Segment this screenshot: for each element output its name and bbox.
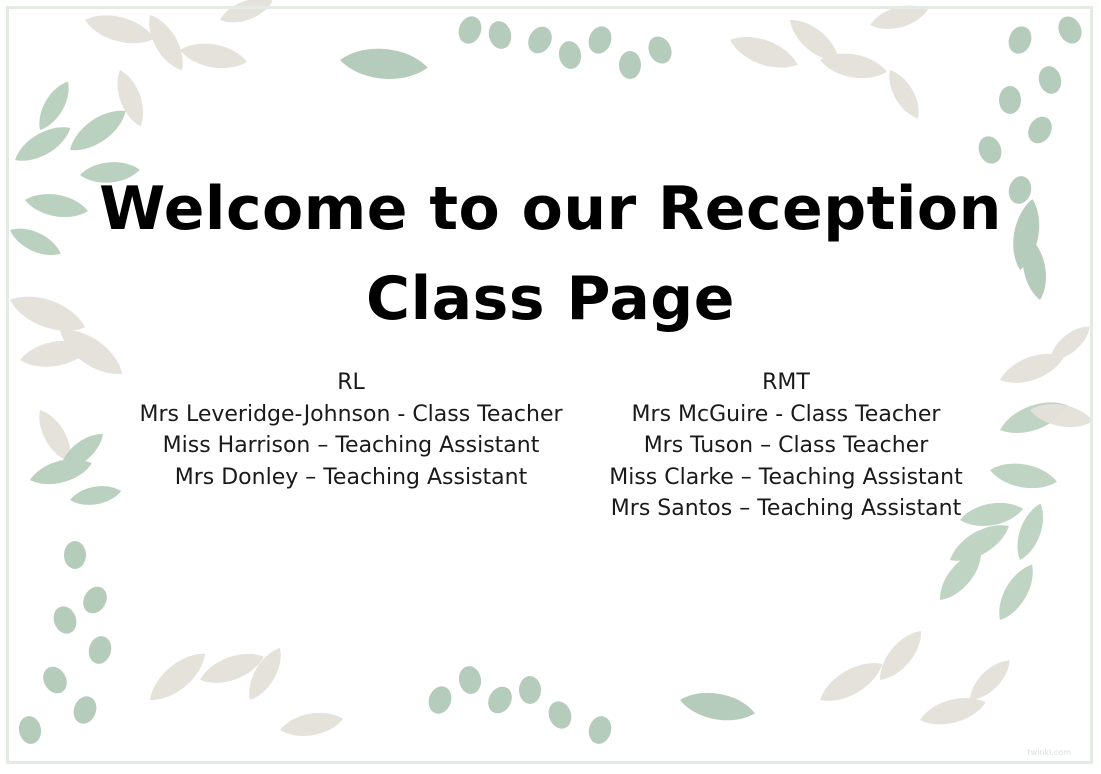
class-rmt-staff-list: [570, 367, 1002, 525]
staff-member: Mrs McGuire - Class Teacher: [631, 401, 941, 427]
class-name-rl: RL: [337, 370, 365, 395]
class-name-rmt: RMT: [762, 370, 810, 395]
page-title-line-2: Class Page: [366, 264, 735, 334]
page-title-line-1: Welcome to our Reception: [99, 174, 1002, 244]
staff-member: Miss Harrison – Teaching Assistant: [162, 433, 540, 458]
page-title: [0, 164, 1101, 344]
staff-member: Mrs Tuson – Class Teacher: [643, 433, 929, 458]
staff-member: Mrs Donley – Teaching Assistant: [174, 464, 528, 490]
staff-member: Mrs Leveridge-Johnson - Class Teacher: [139, 401, 563, 427]
staff-member: Miss Clarke – Teaching Assistant: [609, 464, 963, 490]
class-rl-staff-list: [120, 367, 582, 493]
staff-member: Mrs Santos – Teaching Assistant: [610, 496, 962, 521]
twinkl-watermark: twinkl.com: [1027, 748, 1071, 757]
